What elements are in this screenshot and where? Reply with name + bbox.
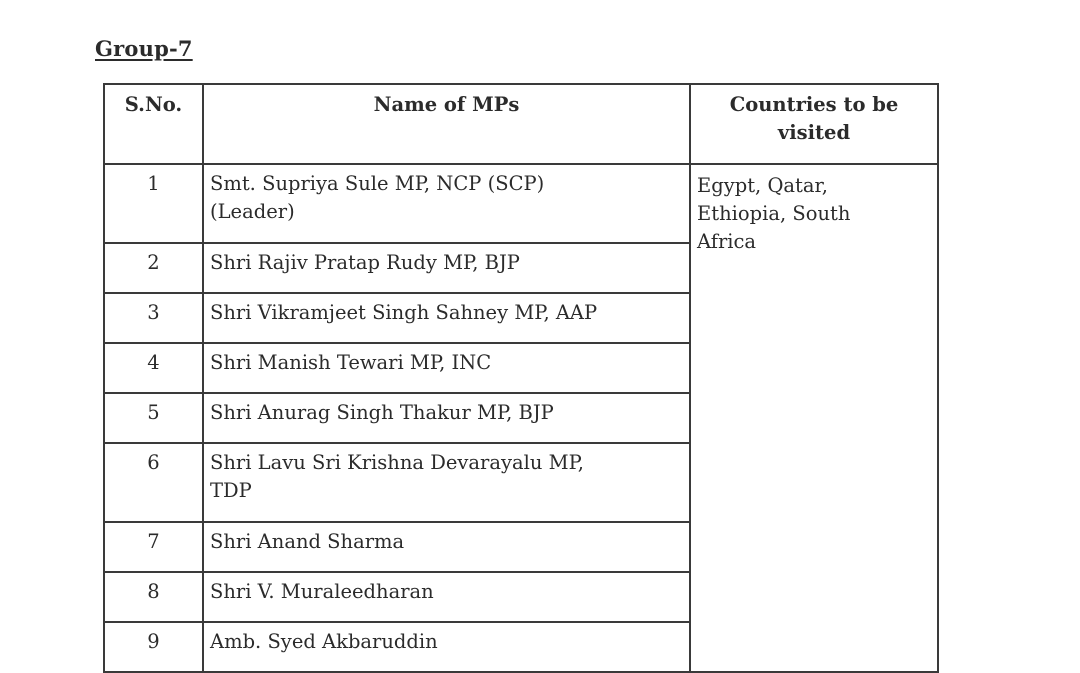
countries-line: Africa <box>697 230 757 253</box>
row-name-line2: TDP <box>210 479 252 502</box>
row-sno: 4 <box>104 343 203 393</box>
countries-cell <box>690 164 938 672</box>
row-name: Shri Manish Tewari MP, INC <box>203 343 690 393</box>
row-name <box>203 164 690 243</box>
row-sno: 1 <box>104 164 203 243</box>
row-name: Shri Anurag Singh Thakur MP, BJP <box>203 393 690 443</box>
countries-line: Ethiopia, South <box>697 202 851 225</box>
row-name-line1: Shri Lavu Sri Krishna Devarayalu MP, <box>210 451 584 474</box>
row-name: Shri V. Muraleedharan <box>203 572 690 622</box>
row-sno: 2 <box>104 243 203 293</box>
row-sno: 6 <box>104 443 203 522</box>
table-header-row <box>104 84 938 164</box>
delegation-table <box>103 83 939 673</box>
group-title: Group-7 <box>95 36 193 61</box>
row-name: Shri Anand Sharma <box>203 522 690 572</box>
row-sno: 8 <box>104 572 203 622</box>
table-row <box>104 164 938 243</box>
row-name: Shri Rajiv Pratap Rudy MP, BJP <box>203 243 690 293</box>
header-countries <box>690 84 938 164</box>
row-name: Amb. Syed Akbaruddin <box>203 622 690 672</box>
countries-line: Egypt, Qatar, <box>697 174 828 197</box>
row-name <box>203 443 690 522</box>
row-name-line1: Smt. Supriya Sule MP, NCP (SCP) <box>210 172 545 195</box>
header-sno: S.No. <box>104 84 203 164</box>
header-countries-line2: visited <box>777 121 851 144</box>
row-sno: 9 <box>104 622 203 672</box>
header-countries-line1: Countries to be <box>729 93 899 116</box>
row-sno: 7 <box>104 522 203 572</box>
row-name: Shri Vikramjeet Singh Sahney MP, AAP <box>203 293 690 343</box>
row-sno: 5 <box>104 393 203 443</box>
row-name-line2: (Leader) <box>210 200 295 223</box>
row-sno: 3 <box>104 293 203 343</box>
header-name-of-mps: Name of MPs <box>203 84 690 164</box>
